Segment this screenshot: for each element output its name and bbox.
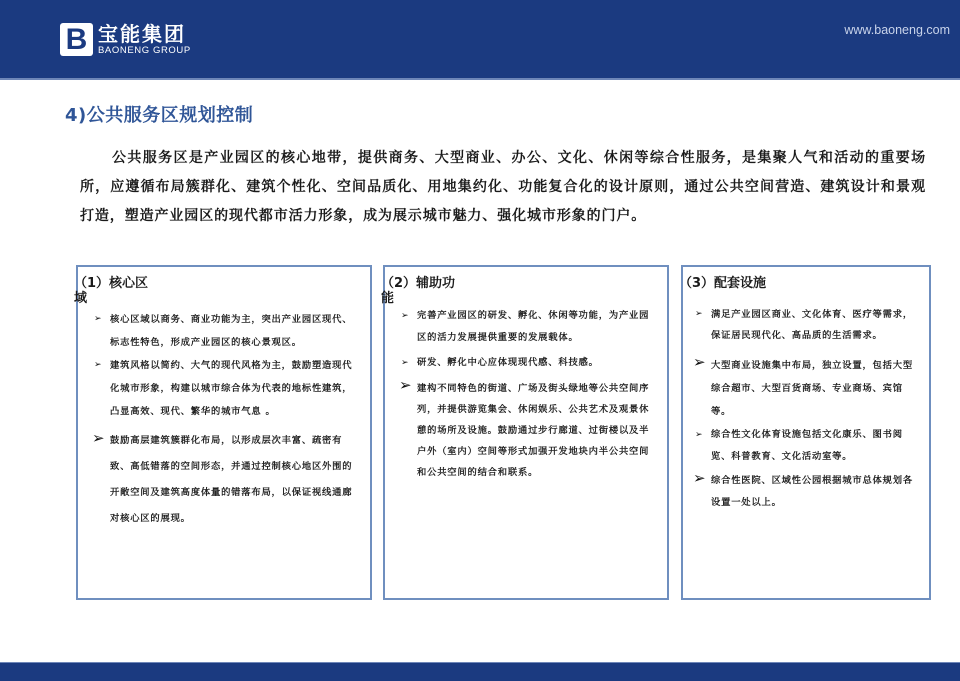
logo-b-icon: B [60, 23, 93, 56]
arrow-bullet-icon: ➢ [399, 376, 413, 394]
section-supporting-facilities [681, 265, 931, 600]
arrow-bullet-icon: ➢ [695, 430, 704, 440]
list-item: ➢ 大型商业设施集中布局，独立设置，包括大型综合超市、大型百货商场、专业商场、宾馆等。 [693, 353, 913, 417]
list-item: ➢ 鼓励高层建筑簇群化布局，以形成层次丰富、疏密有致、高低错落的空间形态，并通过控制核心地区外围的开敞空间及建筑高度体量的错落布局，以保证视线通廊对核心区的展现。 [78, 428, 370, 532]
header-bar [0, 0, 960, 80]
list-item: ➢ 建构不同特色的街道、广场及街头绿地等公共空间序列，并提供游览集会、休闲娱乐、公共艺术及观景休憩的场所及设施。鼓励通过步行廊道、过街楼以及半户外（室内）空间等形式加强开发地块内半公共空间和公共空间的结合和联系。 [399, 376, 650, 478]
arrow-bullet-icon: ➢ [94, 314, 103, 324]
arrow-bullet-icon: ➢ [695, 309, 704, 319]
list-item: ➢ 核心区域以商务、商业功能为主，突出产业园区现代、标志性特色，形成产业园区的核心景观区。 [78, 308, 370, 354]
arrow-bullet-icon: ➢ [94, 360, 103, 370]
page-title: 4)公共服务区规划控制 [65, 105, 254, 126]
arrow-bullet-icon: ➢ [693, 353, 707, 371]
logo-english-name: BAONENG GROUP [98, 45, 191, 56]
list-item: ➢ 建筑风格以简约、大气的现代风格为主，鼓励塑造现代化城市形象，构建以城市综合体为代表的地标性建筑，凸显高效、现代、繁华的城市气息 。 [78, 354, 370, 423]
arrow-bullet-icon: ➢ [693, 469, 707, 487]
section-title: （2）辅助功能 [381, 276, 456, 306]
section-core-area [76, 265, 372, 600]
list-item: ➢ 研发、孵化中心应体现现代感、科技感。 [385, 352, 667, 374]
website-url: www.baoneng.com [844, 23, 950, 37]
company-logo [60, 23, 191, 56]
arrow-bullet-icon: ➢ [92, 429, 106, 447]
section-title: （3）配套设施 [679, 276, 767, 291]
intro-paragraph: 公共服务区是产业园区的核心地带，提供商务、大型商业、办公、文化、休闲等综合性服务，是集聚人气和活动的重要场所，应遵循布局簇群化、建筑个性化、空间品质化、用地集约化、功能复合化的设计原则，通过公共空间营造、建筑设计和景观打造，塑造产业园区的现代都市活力形象，成为展示城市魅力、强化城市形象的门户。 [80, 150, 926, 224]
arrow-bullet-icon: ➢ [401, 358, 410, 368]
arrow-bullet-icon: ➢ [401, 311, 410, 321]
list-item: ➢ 综合性医院、区域性公园根据城市总体规划各设置一处以上。 [693, 469, 913, 508]
section-auxiliary-functions [383, 265, 669, 600]
section-title: （1）核心区域 [74, 276, 149, 306]
footer-bar [0, 662, 960, 681]
list-item: ➢ 完善产业园区的研发、孵化、休闲等功能，为产业园区的活力发展提供重要的发展载体。 [385, 305, 667, 349]
list-item: ➢ 综合性文化体育设施包括文化康乐、图书阅览、科普教育、文化活动室等。 [683, 424, 929, 468]
list-item: ➢ 满足产业园区商业、文化体育、医疗等需求，保证居民现代化、高品质的生活需求。 [683, 304, 929, 346]
logo-chinese-name: 宝能集团 [98, 22, 186, 46]
